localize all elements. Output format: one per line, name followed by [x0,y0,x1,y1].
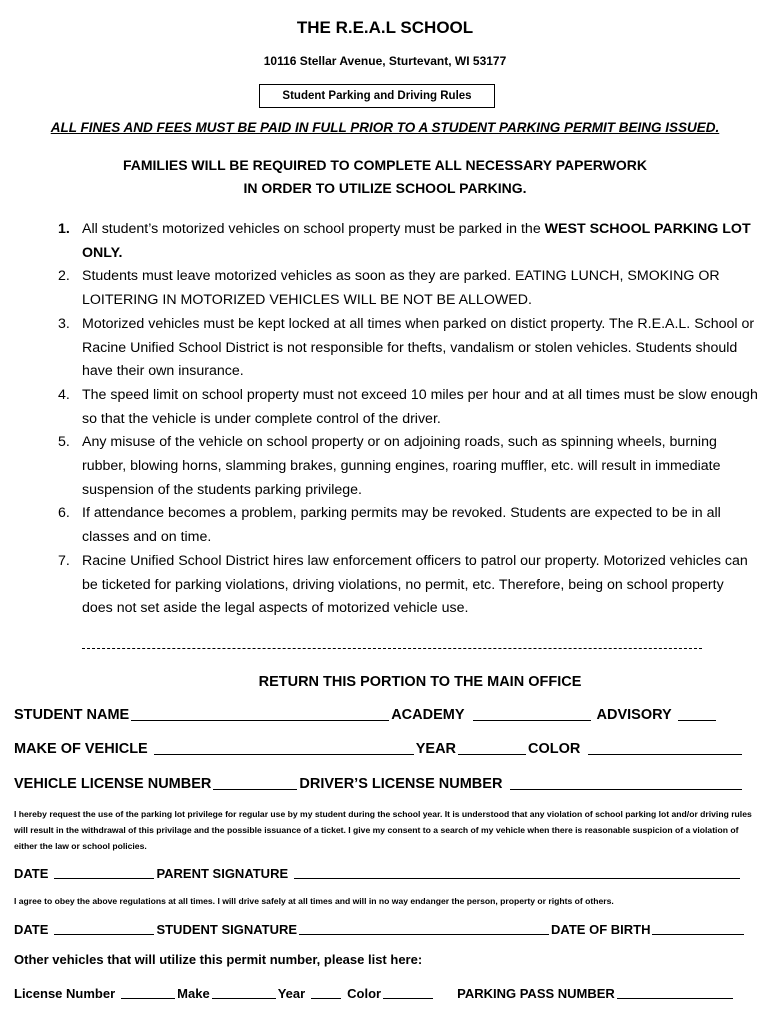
student-info-row [14,706,718,723]
student-name-label: STUDENT NAME [14,707,130,723]
vehicle-info-row [14,740,744,757]
student-name-field[interactable] [131,706,389,721]
rule-text: If attendance becomes a problem, parking permits may be revoked. Students are expected to be in all classes and on time. [82,505,721,546]
rule-text: All student’s motorized vehicles on school property must be parked in the [82,221,545,237]
drivers-license-field[interactable] [510,775,742,790]
make-label: Make [177,986,210,1001]
rule-number: 6. [58,505,70,522]
rule-text: Students must leave motorized vehicles as soon as they are parked. EATING LUNCH, SMOKING OR LOITERING IN MOTORIZED VEHICLES WILL BE NOT BE ALLOWED. [82,268,720,309]
year-label: YEAR [415,741,457,757]
parent-signature-field[interactable] [294,864,740,879]
rule-number: 7. [58,552,70,569]
rule-item [44,550,758,621]
families-notice: FAMILIES WILL BE REQUIRED TO COMPLETE ALL NECESSARY PAPERWORK IN ORDER TO UTILIZE SCHOOL PARKING. [122,157,647,196]
vehicle-license-label: VEHICLE LICENSE NUMBER [14,776,212,792]
rule-number: 5. [58,434,70,451]
year-small-label: Year [277,986,306,1001]
color-field[interactable] [588,740,742,755]
parking-pass-field[interactable] [617,984,733,999]
parking-pass-label: PARKING PASS NUMBER [457,986,615,1001]
other-make-field[interactable] [212,984,276,999]
color-label: COLOR [528,741,581,757]
rule-item [44,313,758,384]
advisory-label: ADVISORY [596,707,672,723]
student-signature-field[interactable] [299,920,549,935]
parent-statement: I hereby request the use of the parking lot privilege for regular use by my student during the school year. It is understood that any violation of school parking lot and/or driving rules will result in the withdrawal of this privilage and the possible issuance of a ticket. I give my consent to a search of my vehicle when there is reasonable suspicion of a violation of either the law or school policies. [14,809,752,851]
student-date-field[interactable] [54,920,154,935]
rule-text: Motorized vehicles must be kept locked at all times when parked on distict property. The R.E.A.L. School or Racine Unified School District is not responsible for thefts, vandalism or stolen vehicles. Students should have their own insurance. [82,315,755,380]
parent-signature-label: PARENT SIGNATURE [156,866,289,881]
rule-item [44,431,758,502]
make-of-vehicle-label: MAKE OF VEHICLE [14,741,148,757]
date-of-birth-label: DATE OF BIRTH [551,922,651,937]
rule-text: Racine Unified School District hires law enforcement officers to patrol our property. Motorized vehicles can be ticketed for parking violations, driving violations, no permit, etc. Therefore, being on school property does not set aside the legal aspects of motorized vehicle use. [82,552,748,617]
rule-text: Any misuse of the vehicle on school property or on adjoining roads, such as spinning wheels, burning rubber, blowing horns, slamming brakes, gunning engines, roaring muffler, etc. will result in immediate suspension of the students parking privilege. [82,434,721,498]
other-color-field[interactable] [383,984,433,999]
rule-item [44,384,758,431]
parent-date-label: DATE [14,866,49,881]
advisory-field[interactable] [678,706,716,721]
tear-off-divider [82,648,702,649]
rule-number: 1. [58,221,70,237]
student-signature-row [14,920,746,937]
rules-list [44,218,758,621]
drivers-license-label: DRIVER’S LICENSE NUMBER [299,776,503,792]
rule-number: 2. [58,268,70,285]
rule-number: 4. [58,386,70,403]
other-year-field[interactable] [311,984,341,999]
student-date-label: DATE [14,922,49,937]
rule-item [44,502,758,549]
rule-emphasis: WEST SCHOOL PARKING LOT ONLY. [82,221,751,261]
rule-item [44,265,758,312]
other-vehicles-heading: Other vehicles that will utilize this permit number, please list here: [14,952,423,967]
academy-label: ACADEMY [391,707,465,723]
other-vehicle-row [14,984,735,1001]
date-of-birth-field[interactable] [652,920,744,935]
make-of-vehicle-field[interactable] [154,740,414,755]
other-license-number-field[interactable] [121,984,175,999]
student-statement: I agree to obey the above regulations at all times. I will drive safely at all times and will in no way endanger the person, property or rights of others. [14,896,614,906]
school-address: 10116 Stellar Avenue, Sturtevant, WI 53177 [263,54,507,68]
school-title: THE R.E.A.L SCHOOL [296,18,474,37]
fines-notice: ALL FINES AND FEES MUST BE PAID IN FULL PRIOR TO A STUDENT PARKING PERMIT BEING ISSUED. [50,120,720,135]
license-info-row [14,775,744,792]
return-portion-title: RETURN THIS PORTION TO THE MAIN OFFICE [258,674,582,690]
license-number-label: License Number [14,986,116,1001]
color-small-label: Color [347,986,382,1001]
academy-field[interactable] [473,706,591,721]
year-field[interactable] [458,740,526,755]
vehicle-license-field[interactable] [213,775,297,790]
rule-number: 3. [58,315,70,332]
student-signature-label: STUDENT SIGNATURE [156,922,298,937]
section-label-box: Student Parking and Driving Rules [259,84,495,108]
rule-text: The speed limit on school property must not exceed 10 miles per hour and at all times must be slow enough so that the vehicle is under complete control of the driver. [82,386,758,427]
parent-signature-row [14,864,742,881]
parent-date-field[interactable] [54,864,154,879]
rule-item [44,218,758,265]
